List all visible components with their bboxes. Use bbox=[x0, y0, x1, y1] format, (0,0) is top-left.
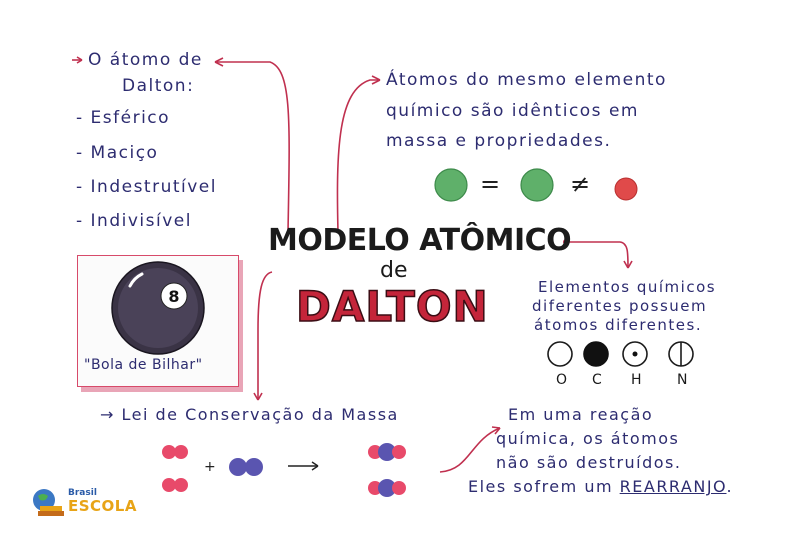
reaction-line-1: Em uma reação bbox=[508, 405, 654, 424]
dalton-atom-heading-1: O átomo de bbox=[88, 50, 203, 70]
same-element-line-1: Átomos do mesmo elemento bbox=[386, 70, 667, 90]
title-de: de bbox=[380, 258, 408, 283]
arrow-to-conservation bbox=[258, 272, 272, 400]
different-elements-line-1: Elementos químicos bbox=[538, 278, 717, 296]
conservation-law: → Lei de Conservação da Massa bbox=[100, 405, 399, 424]
arrow-to-dalton-atom bbox=[215, 62, 289, 232]
billiard-ball-icon bbox=[78, 256, 238, 356]
green-atom-2 bbox=[521, 169, 553, 201]
reaction-line-4-prefix: Eles sofrem um bbox=[468, 477, 620, 496]
carbon-atom bbox=[584, 342, 608, 366]
pink-atom-r2a bbox=[162, 478, 176, 492]
pink-atom-r1b bbox=[174, 445, 188, 459]
dalton-atom-heading-2: Dalton: bbox=[122, 76, 195, 96]
logo-escola: ESCOLA bbox=[68, 497, 137, 515]
property-massive: - Maciço bbox=[76, 143, 159, 163]
property-indivisible: - Indivisível bbox=[76, 211, 192, 231]
different-elements-line-3: átomos diferentes. bbox=[534, 316, 703, 334]
ball-number: 8 bbox=[168, 287, 180, 306]
equal-sign: = bbox=[480, 170, 502, 198]
property-indestructible: - Indestrutível bbox=[76, 177, 217, 197]
same-element-line-2: químico são idênticos em bbox=[386, 101, 639, 121]
arrow-to-different-elements bbox=[564, 242, 628, 268]
plus-sign: + bbox=[204, 459, 218, 475]
pink-atom-p2b bbox=[392, 481, 406, 495]
oxygen-atom bbox=[548, 342, 572, 366]
different-elements-line-2: diferentes possuem bbox=[532, 297, 708, 315]
billiard-caption: "Bola de Bilhar" bbox=[84, 357, 203, 373]
symbol-nitrogen: N bbox=[677, 372, 688, 388]
reaction-line-3: não são destruídos. bbox=[496, 453, 682, 472]
arrow-to-same-element bbox=[337, 80, 380, 232]
rearranjo-emphasis: REARRANJO bbox=[619, 477, 727, 496]
pink-atom-p1b bbox=[392, 445, 406, 459]
main-title-dalton: DALTON bbox=[296, 282, 489, 331]
arrow-to-reaction-text bbox=[440, 428, 500, 472]
pink-atom-r2b bbox=[174, 478, 188, 492]
hydrogen-dot bbox=[633, 352, 638, 357]
symbol-oxygen: O bbox=[556, 372, 568, 388]
green-atom-1 bbox=[435, 169, 467, 201]
reaction-line-4 bbox=[468, 477, 733, 496]
purple-atom-rb bbox=[245, 458, 263, 476]
symbol-hydrogen: H bbox=[631, 372, 642, 388]
reaction-line-2: química, os átomos bbox=[496, 429, 680, 448]
reaction-line-4-suffix: . bbox=[726, 477, 734, 496]
purple-atom-ra bbox=[229, 458, 247, 476]
property-spherical: - Esférico bbox=[76, 108, 171, 128]
symbol-carbon: C bbox=[592, 372, 602, 388]
brasil-escola-logo-icon bbox=[30, 486, 66, 518]
not-equal-sign: ≠ bbox=[570, 170, 592, 198]
pink-atom-r1a bbox=[162, 445, 176, 459]
same-element-line-3: massa e propriedades. bbox=[386, 131, 612, 151]
main-title: MODELO ATÔMICO bbox=[268, 223, 572, 258]
red-atom bbox=[615, 178, 637, 200]
logo-brasil: Brasil bbox=[68, 488, 97, 498]
